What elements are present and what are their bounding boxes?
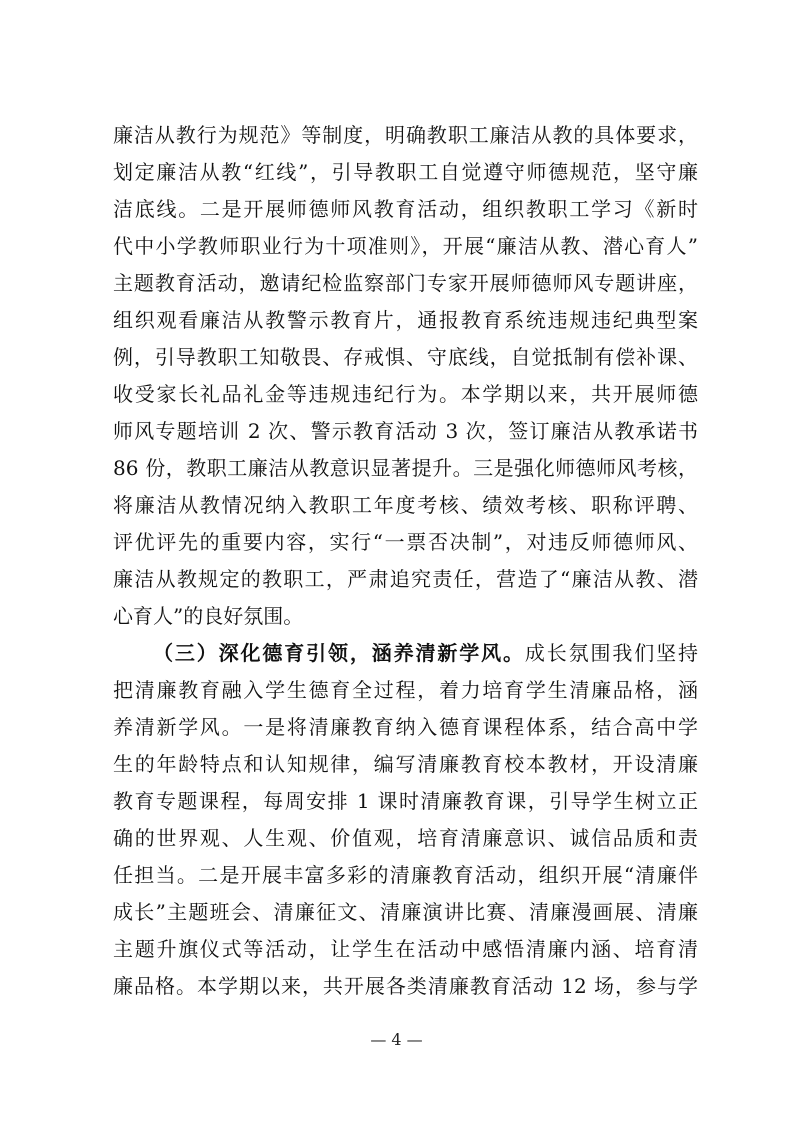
paragraph-line: 洁底线。二是开展师德师风教育活动，组织教职工学习《新时 (113, 197, 698, 221)
paragraph-line: 将廉洁从教情况纳入教职工年度考核、绩效考核、职称评聘、 (113, 493, 698, 517)
paragraph-line: 师风专题培训 2 次、警示教育活动 3 次，签订廉洁从教承诺书 (113, 419, 698, 443)
paragraph-line: 教育专题课程，每周安排 1 课时清廉教育课，引导学生树立正 (113, 789, 698, 813)
body-text (113, 120, 703, 1020)
paragraph-line: 生的年龄特点和认知规律，编写清廉教育校本教材，开设清廉 (113, 752, 698, 776)
paragraph-line: 主题升旗仪式等活动，让学生在活动中感悟清廉内涵、培育清 (113, 937, 698, 961)
paragraph-line: 任担当。二是开展丰富多彩的清廉教育活动，组织开展“清廉伴 (113, 863, 698, 887)
paragraph-line: 划定廉洁从教“红线”，引导教职工自觉遵守师德规范，坚守廉 (113, 160, 698, 184)
paragraph-line: 确的世界观、人生观、价值观，培育清廉意识、诚信品质和责 (113, 826, 698, 850)
paragraph-line: 心育人”的良好氛围。 (113, 604, 304, 628)
paragraph-line: 廉洁从教行为规范》等制度，明确教职工廉洁从教的具体要求， (113, 123, 698, 147)
paragraph-line: 86 份，教职工廉洁从教意识显著提升。三是强化师德师风考核， (113, 456, 698, 480)
paragraph-line: 例，引导教职工知敬畏、存戒惧、守底线，自觉抵制有偿补课、 (113, 345, 698, 369)
paragraph-line: 代中小学教师职业行为十项准则》，开展“廉洁从教、潜心育人” (113, 234, 698, 258)
section-heading-line (153, 638, 698, 668)
page-number: — 4 — (370, 1030, 423, 1049)
paragraph-line: 养清新学风。一是将清廉教育纳入德育课程体系，结合高中学 (113, 715, 698, 739)
paragraph-line: 把清廉教育融入学生德育全过程，着力培育学生清廉品格，涵 (113, 678, 698, 702)
section-heading-rest: 成长氛围我们坚持 (524, 641, 698, 665)
paragraph-line: 主题教育活动，邀请纪检监察部门专家开展师德师风专题讲座， (113, 271, 698, 295)
section-heading: （三）深化德育引领，涵养清新学风。 (153, 641, 525, 665)
paragraph-line: 廉洁从教规定的教职工，严肃追究责任，营造了“廉洁从教、潜 (113, 567, 698, 591)
paragraph-line: 组织观看廉洁从教警示教育片，通报教育系统违规违纪典型案 (113, 308, 698, 332)
paragraph-line: 收受家长礼品礼金等违规违纪行为。本学期以来，共开展师德 (113, 382, 698, 406)
paragraph-line: 廉品格。本学期以来，共开展各类清廉教育活动 12 场，参与学 (113, 974, 698, 998)
paragraph-line: 评优评先的重要内容，实行“一票否决制”，对违反师德师风、 (113, 530, 698, 554)
paragraph-line: 成长”主题班会、清廉征文、清廉演讲比赛、清廉漫画展、清廉 (113, 900, 698, 924)
